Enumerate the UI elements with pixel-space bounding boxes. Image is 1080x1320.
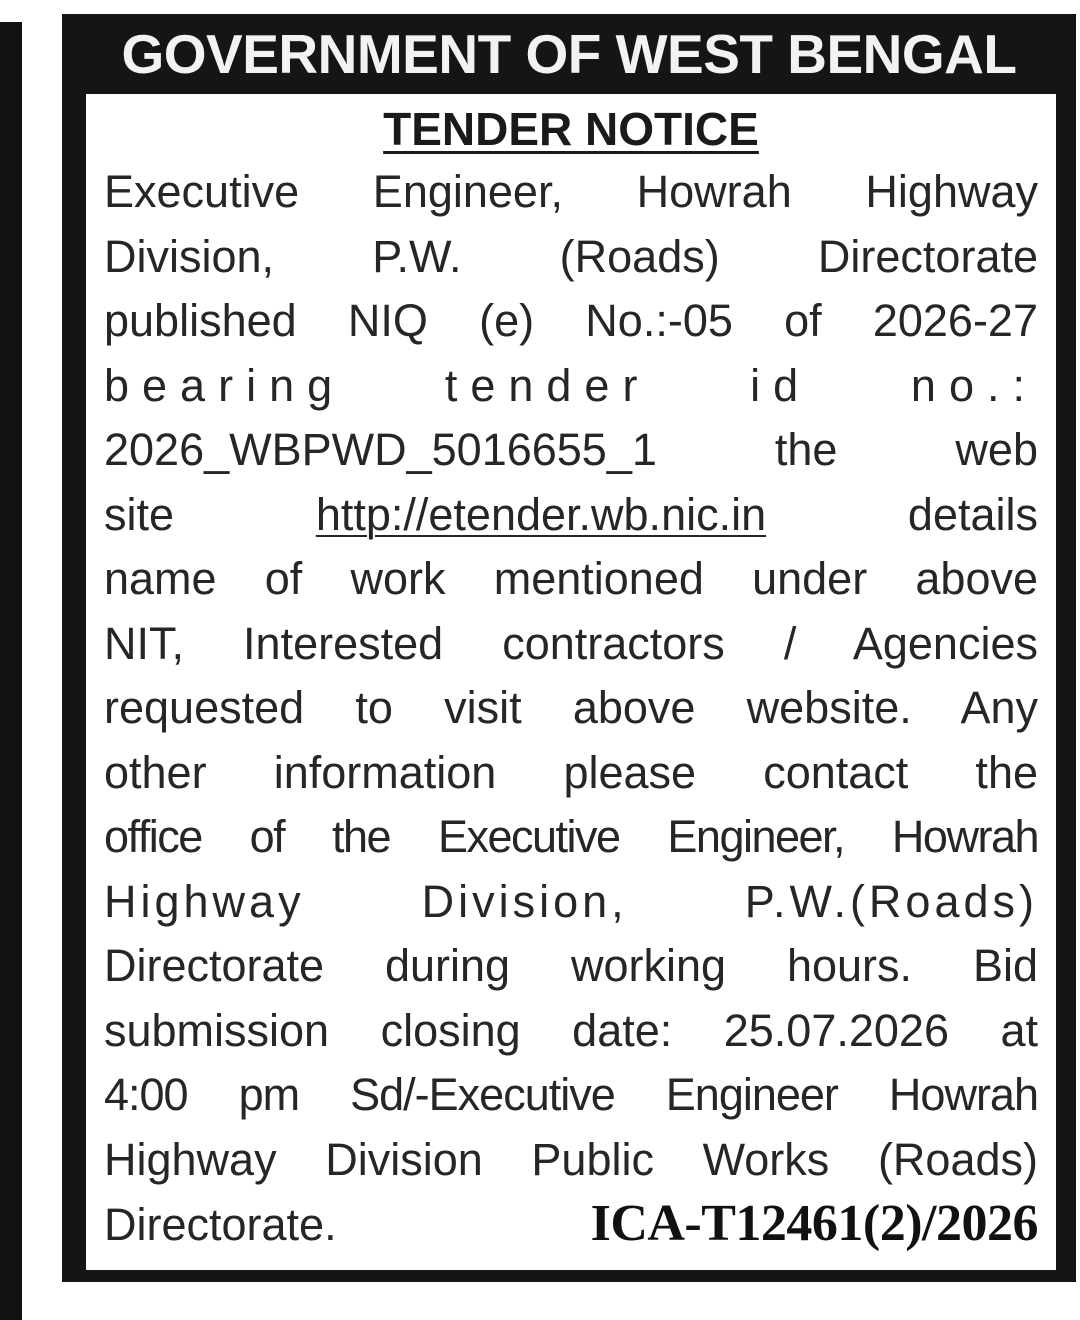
body-line: Highway Division Public Works (Roads) <box>104 1133 1038 1185</box>
notice-body <box>104 160 1038 1258</box>
body-line: requested to visit above website. Any <box>104 682 1038 733</box>
notice-title <box>104 98 1038 160</box>
body-line: Directorate during working hours. Bid <box>104 940 1038 991</box>
closing-line <box>104 1192 1038 1258</box>
adjacent-column-rule <box>0 22 22 1320</box>
body-line: published NIQ (e) No.:-05 of 2026-27 <box>104 295 1038 346</box>
body-line: other information please contact the <box>104 746 1038 798</box>
body-line-website <box>104 483 1038 548</box>
reference-code: ICA-T12461(2)/2026 <box>590 1195 1038 1252</box>
body-line: Executive Engineer, Howrah Highway <box>104 166 1038 217</box>
closing-word: Directorate. <box>104 1199 337 1250</box>
notice-title-text: TENDER NOTICE <box>383 103 759 155</box>
details-word: details <box>907 488 1038 540</box>
notice-header: GOVERNMENT OF WEST BENGAL <box>121 23 1017 85</box>
body-line: NIT, Interested contractors / Agencies <box>104 617 1038 669</box>
body-line: 2026_WBPWD_5016655_1 the web <box>104 424 1038 475</box>
body-line: Highway Division, P.W.(Roads) <box>104 875 1038 927</box>
body-line: office of the Executive Engineer, Howrah <box>104 811 1038 862</box>
body-line: 4:00 pm Sd/-Executive Engineer Howrah <box>104 1069 1038 1120</box>
notice-content <box>86 94 1056 1270</box>
body-line: Division, P.W. (Roads) Directorate <box>104 230 1038 282</box>
tender-notice-box <box>62 14 1076 1282</box>
body-line: submission closing date: 25.07.2026 at <box>104 1004 1038 1056</box>
body-line: bearing tender id no.: <box>104 359 1038 411</box>
website-link[interactable]: http://etender.wb.nic.in <box>315 488 767 540</box>
site-word: site <box>104 488 175 540</box>
body-line: name of work mentioned under above <box>104 553 1038 604</box>
